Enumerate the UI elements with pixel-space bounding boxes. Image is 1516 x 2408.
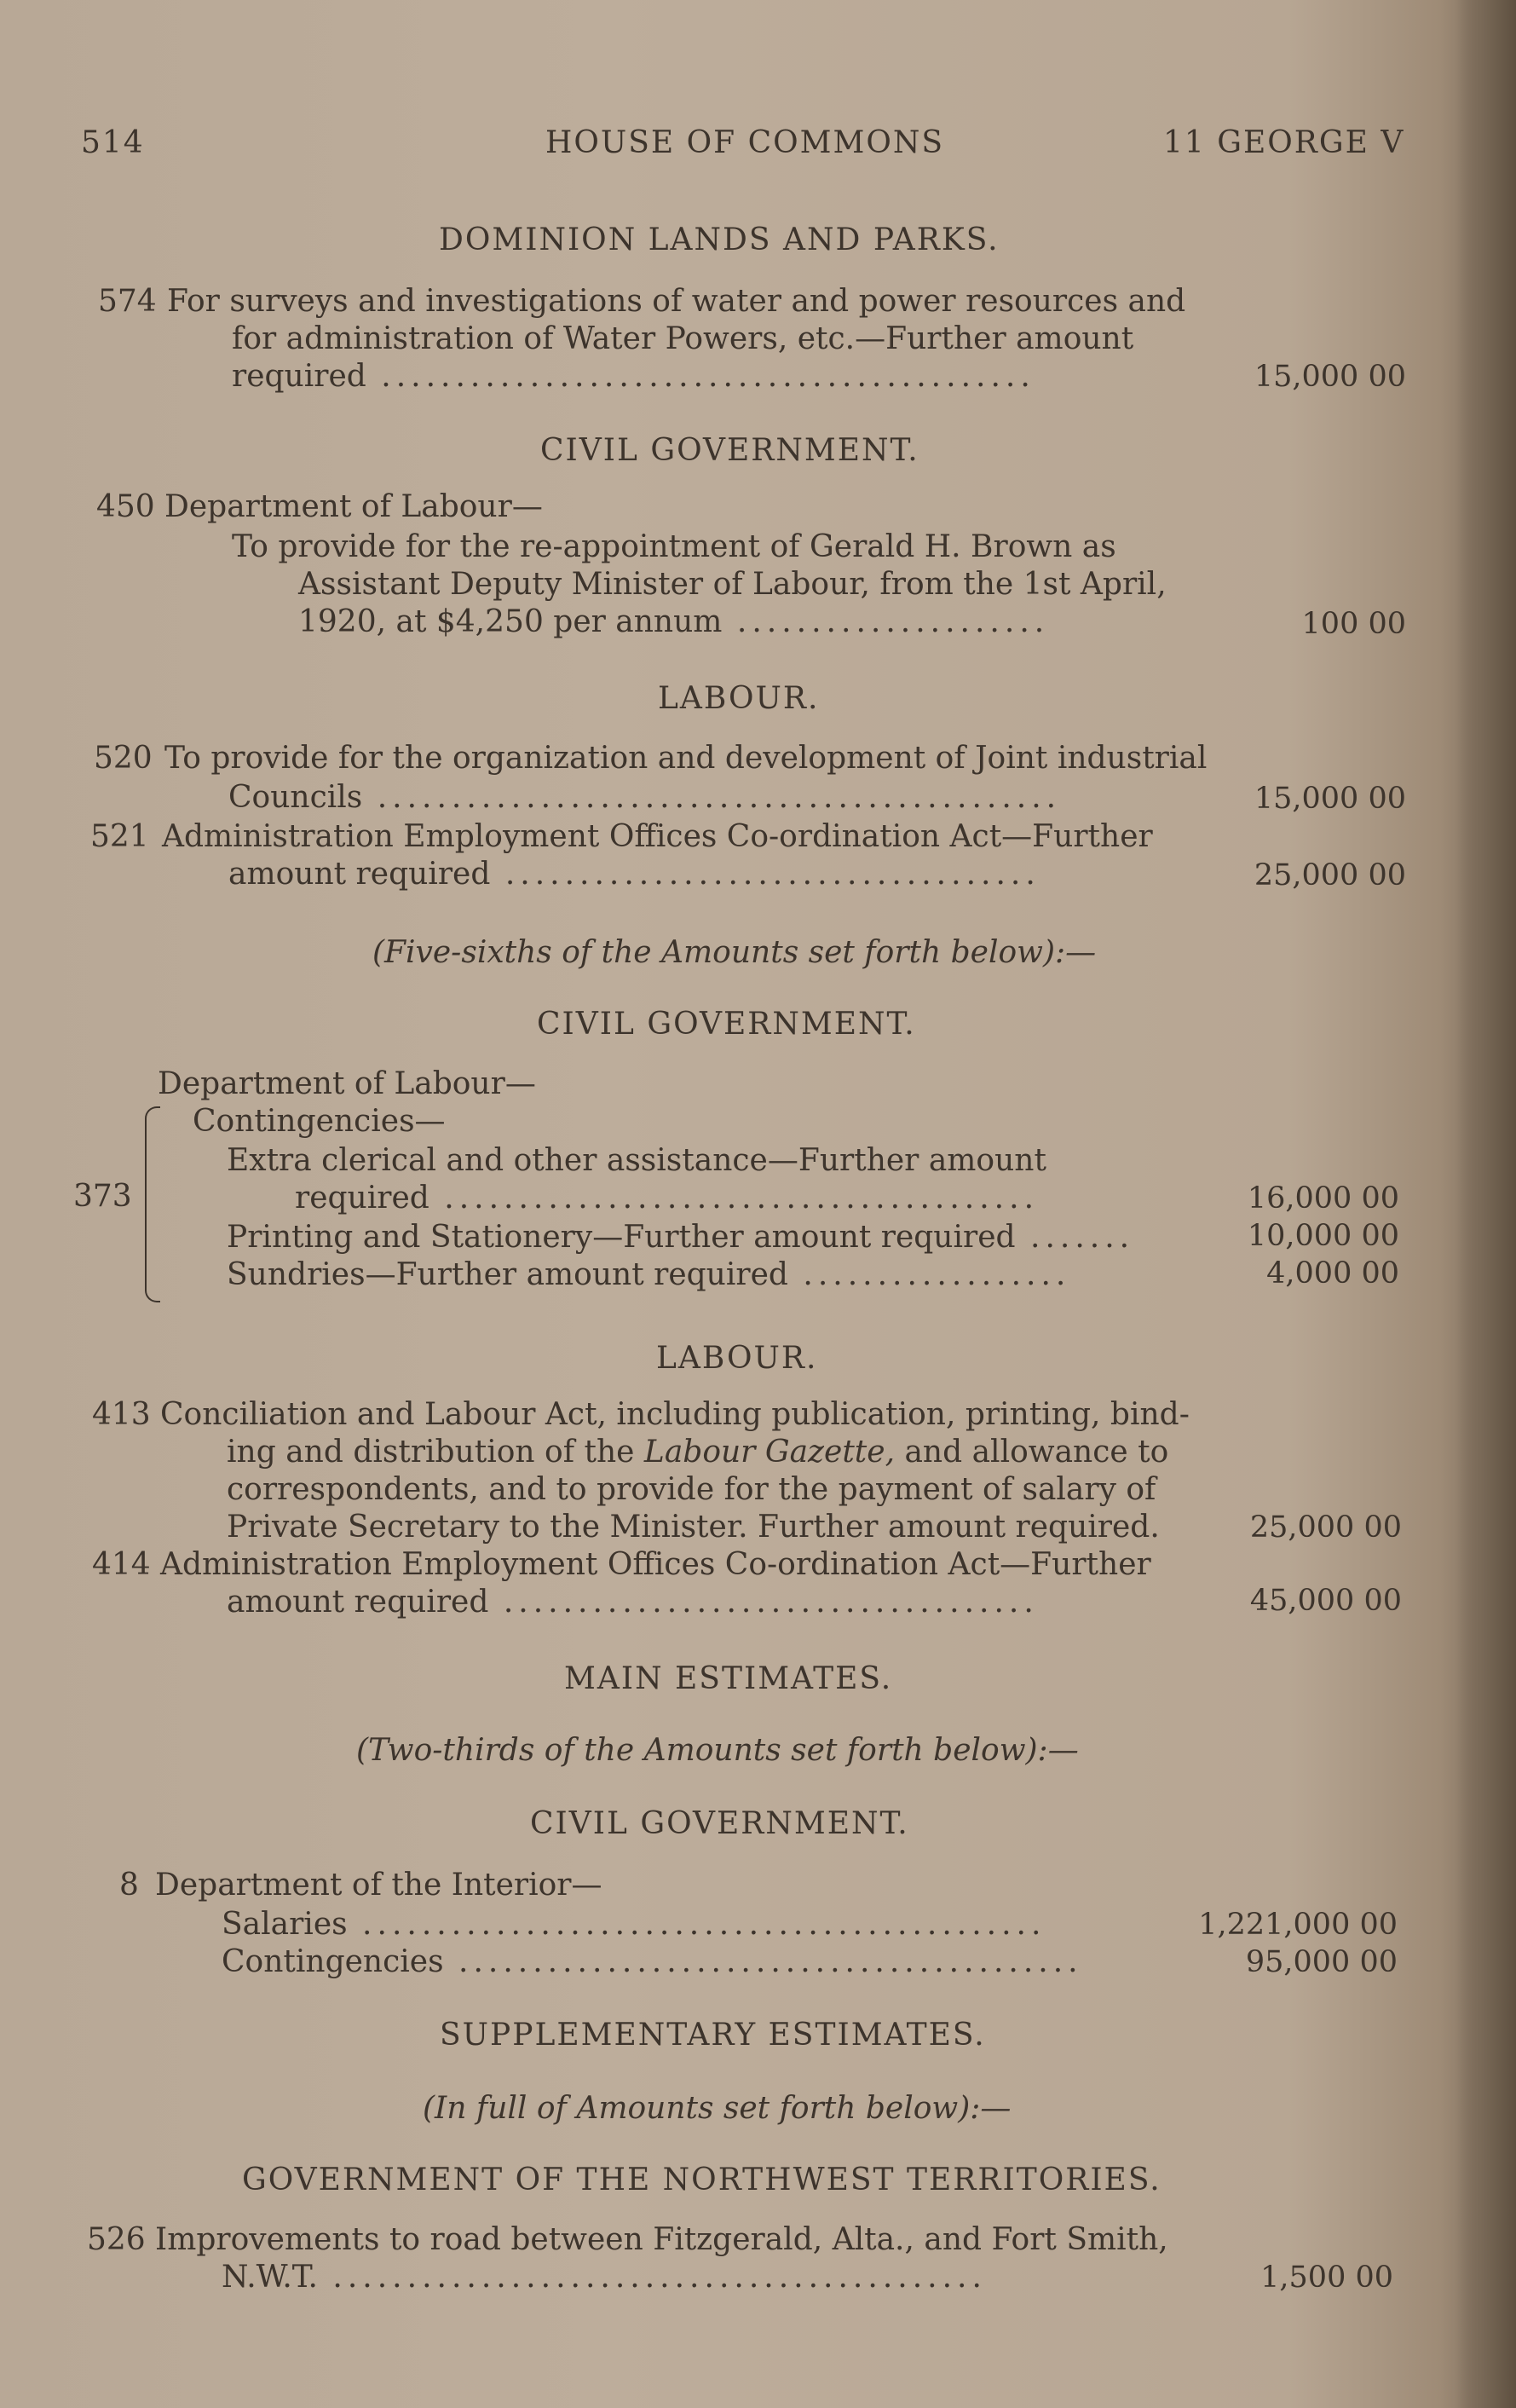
item-text: Department of Labour— [164, 489, 543, 524]
item-text: Administration Employment Offices Co-ordination Act—Further [162, 819, 1153, 854]
item-text: Councils .............................................. [228, 780, 1062, 815]
note-five-sixths: (Five-sixths of the Amounts set forth below):— [372, 935, 1097, 970]
amount: 25,000 00 [1249, 1510, 1402, 1545]
regnal-year: 11 GEORGE V [1163, 125, 1405, 160]
amount: 1,221,000 00 [1198, 1908, 1398, 1942]
amount: 15,000 00 [1254, 360, 1406, 394]
amount: 4,000 00 [1266, 1256, 1399, 1291]
amount: 100 00 [1301, 607, 1406, 641]
item-text: For surveys and investigations of water and power resources and [167, 284, 1186, 319]
page-number: 514 [81, 125, 145, 160]
item-text: Improvements to road between Fitzgerald, Alta., and Fort Smith, [155, 2222, 1168, 2257]
item-text: Contingencies— [193, 1104, 446, 1139]
heading-civil-government: CIVIL GOVERNMENT. [530, 1806, 909, 1841]
item-text: To provide for the re-appointment of Gerald H. Brown as [232, 529, 1116, 564]
item-number: 526 [87, 2222, 146, 2257]
item-text: required ............................................ [232, 359, 1035, 394]
item-text: To provide for the organization and development of Joint industrial [164, 741, 1208, 776]
item-text: Salaries .............................................. [222, 1907, 1046, 1942]
item-number: 574 [98, 284, 157, 319]
brace [145, 1106, 160, 1302]
item-number: 521 [90, 819, 149, 854]
item-text: Assistant Deputy Minister of Labour, from the 1st April, [298, 567, 1167, 602]
amount: 1,500 00 [1260, 2261, 1393, 2295]
item-text: Department of the Interior— [155, 1868, 602, 1903]
item-text: 1920, at $4,250 per annum ..................... [298, 604, 1050, 639]
item-number: 413 [92, 1397, 151, 1432]
item-text: correspondents, and to provide for the payment of salary of [227, 1472, 1156, 1507]
item-text: Printing and Stationery—Further amount required ....... [227, 1220, 1135, 1255]
item-text: N.W.T. ............................................ [222, 2260, 987, 2295]
item-number: 450 [96, 489, 155, 524]
heading-supplementary-estimates: SUPPLEMENTARY ESTIMATES. [440, 2018, 986, 2053]
item-text: Department of Labour— [158, 1066, 536, 1101]
item-text: Contingencies .......................................... [222, 1944, 1083, 1979]
note-two-thirds: (Two-thirds of the Amounts set forth below):— [356, 1733, 1079, 1768]
heading-main-estimates: MAIN ESTIMATES. [564, 1661, 893, 1696]
heading-labour: LABOUR. [656, 1341, 818, 1376]
heading-northwest-territories: GOVERNMENT OF THE NORTHWEST TERRITORIES. [242, 2163, 1161, 2197]
item-number: 373 [73, 1179, 132, 1214]
amount: 16,000 00 [1247, 1181, 1399, 1216]
amount: 10,000 00 [1247, 1219, 1399, 1253]
heading-civil-government: CIVIL GOVERNMENT. [540, 433, 919, 468]
amount: 45,000 00 [1249, 1584, 1402, 1618]
heading-dominion-lands: DOMINION LANDS AND PARKS. [439, 222, 1000, 257]
item-text: Administration Employment Offices Co-ordination Act—Further [160, 1547, 1151, 1582]
item-text: amount required .................................... [228, 857, 1040, 892]
item-text: required ........................................ [295, 1181, 1040, 1216]
item-text: Sundries—Further amount required .................. [227, 1257, 1071, 1292]
amount: 15,000 00 [1254, 782, 1406, 816]
item-text: amount required .................................... [227, 1585, 1039, 1620]
amount: 25,000 00 [1254, 858, 1406, 892]
item-number: 8 [119, 1868, 139, 1903]
item-text: ing and distribution of the Labour Gazette, and allowance to [227, 1435, 1169, 1470]
note-in-full: (In full of Amounts set forth below):— [423, 2091, 1012, 2126]
item-text: for administration of Water Powers, etc.—Further amount [232, 321, 1134, 356]
item-text: Extra clerical and other assistance—Further amount [227, 1143, 1046, 1178]
page-edge-shadow [1456, 0, 1516, 2408]
item-number: 520 [94, 741, 153, 776]
item-text: Private Secretary to the Minister. Further amount required. [227, 1510, 1160, 1545]
running-title: HOUSE OF COMMONS [545, 125, 945, 160]
item-number: 414 [92, 1547, 151, 1582]
heading-civil-government: CIVIL GOVERNMENT. [537, 1007, 916, 1042]
item-text: Conciliation and Labour Act, including publication, printing, bind- [160, 1397, 1190, 1432]
amount: 95,000 00 [1245, 1945, 1398, 1979]
heading-labour: LABOUR. [658, 681, 820, 716]
